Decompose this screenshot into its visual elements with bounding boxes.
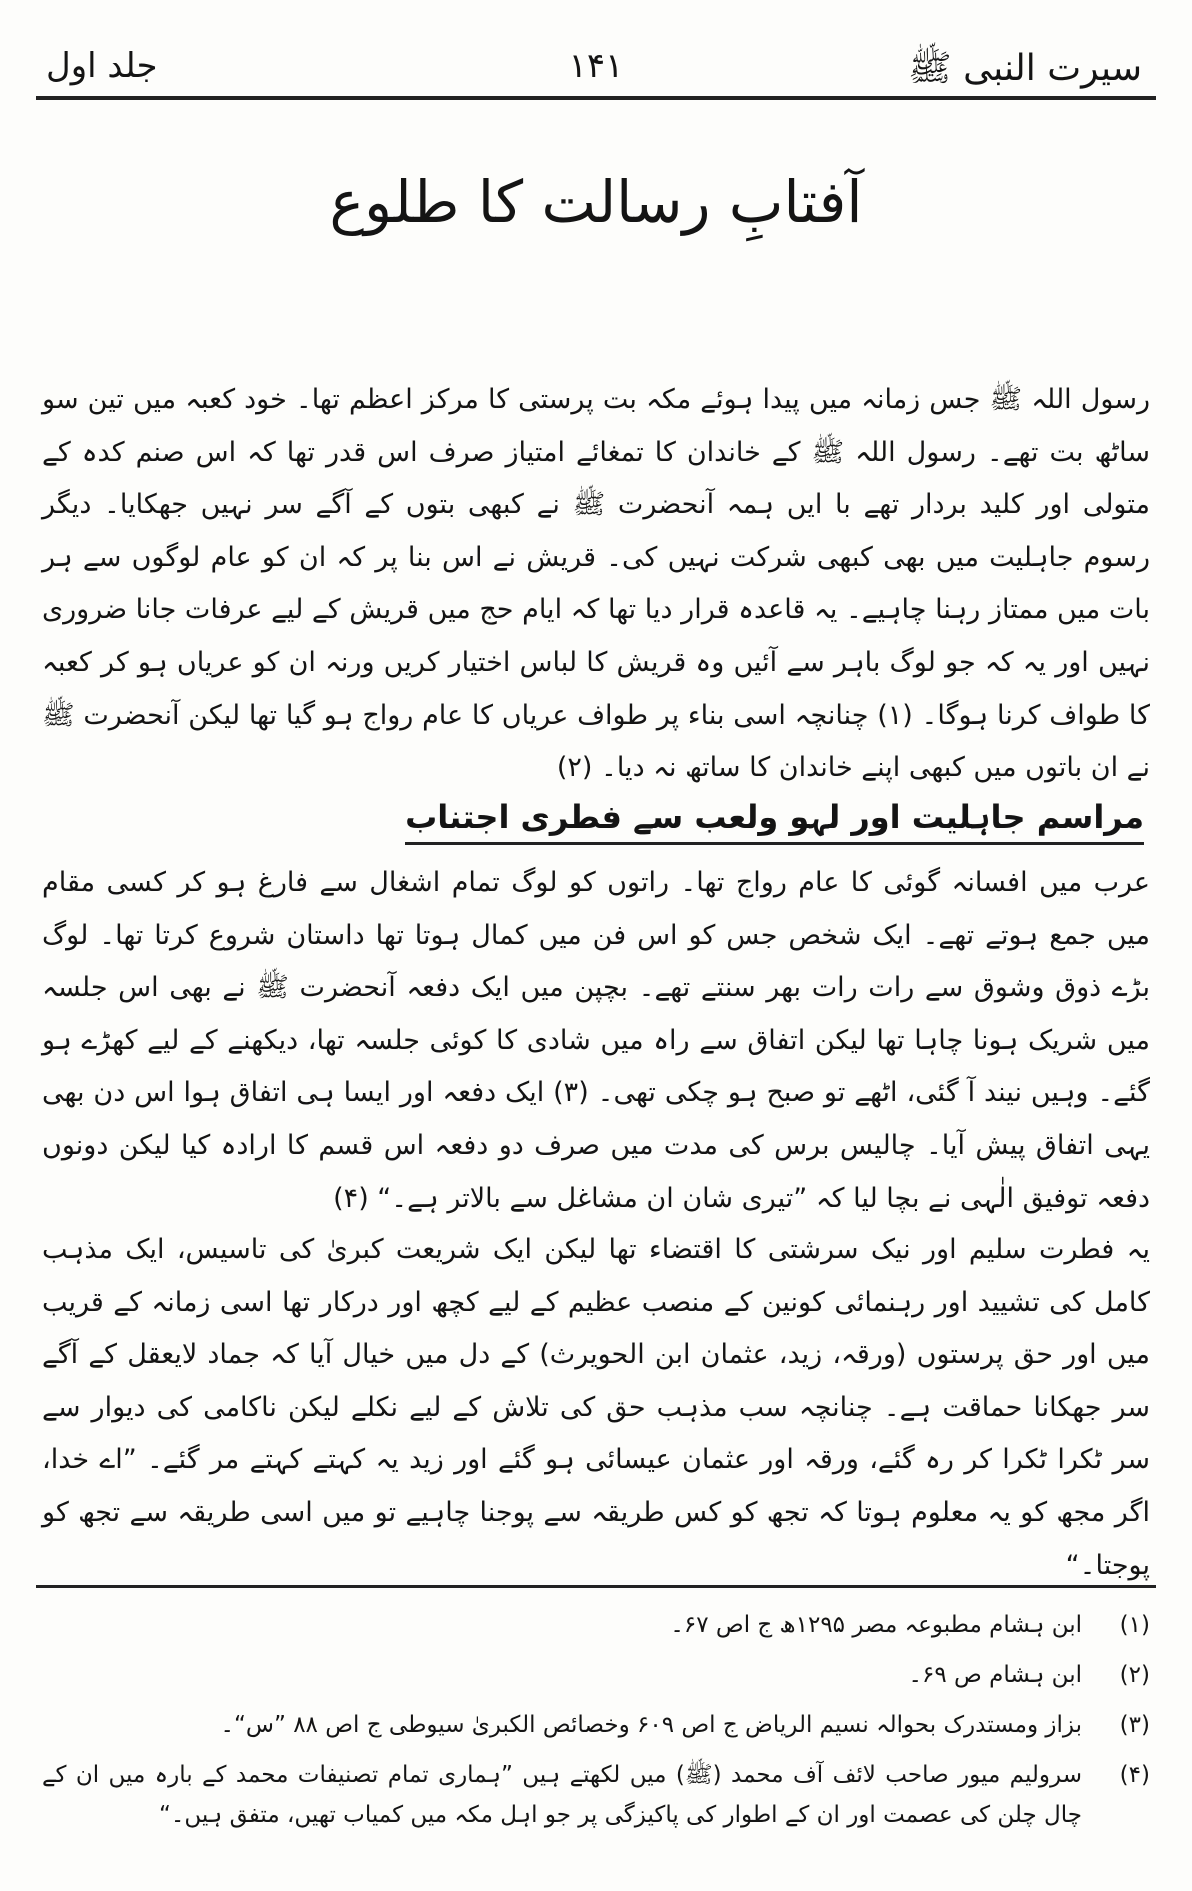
section-heading: مراسم جاہلیت اور لہو ولعب سے فطری اجتناب — [405, 798, 1144, 845]
footnotes — [42, 1605, 1150, 1845]
paragraph-2: عرب میں افسانہ گوئی کا عام رواج تھا۔ راتوں کو لوگ تمام اشغال سے فارغ ہو کر کسی مقام میں جمع ہوتے تھے۔ ایک شخص جس کو اس فن میں کمال ہوتا تھا داستان شروع کرتا تھا۔ لوگ بڑے ذوق وشوق سے رات رات بھر سنتے تھے۔ بچپن میں ایک دفعہ آنحضرت ﷺ نے بھی اس جلسہ میں شریک ہونا چاہا تھا لیکن اتفاق سے راہ میں شادی کا کوئی جلسہ تھا، دیکھنے کے لیے کھڑے ہو گئے۔ وہیں نیند آ گئی، اٹھے تو صبح ہو چکی تھی۔ (۳) ایک دفعہ اور ایسا ہی اتفاق ہوا اس دن بھی یہی اتفاق پیش آیا۔ چالیس برس کی مدت میں صرف دو دفعہ اس قسم کا ارادہ کیا لیکن دونوں دفعہ توفیق الٰہی نے بچا لیا کہ ”تیری شان ان مشاغل سے بالاتر ہے۔“ (۴) — [42, 867, 1150, 1214]
footnote — [42, 1755, 1150, 1835]
footnote-number: (۴) — [1119, 1762, 1150, 1788]
page-number: ۱۴۱ — [568, 46, 624, 86]
header-rule — [36, 96, 1156, 100]
book-title: سیرت النبی ﷺ — [908, 48, 1142, 89]
chapter-title: آفتابِ رسالت کا طلوع — [329, 168, 863, 236]
footnote — [42, 1605, 1150, 1645]
volume-label: جلد اول — [46, 46, 158, 86]
footnote-number: (۱) — [1119, 1612, 1150, 1638]
footnote-text: ابن ہشام مطبوعہ مصر ۱۲۹۵ھ ج اص ۶۷۔ — [670, 1612, 1082, 1638]
page-header — [36, 28, 1156, 100]
footnote-rule — [36, 1585, 1156, 1588]
footnote-text: ابن ہشام ص ۶۹۔ — [908, 1662, 1082, 1688]
paragraph-1: رسول اللہ ﷺ جس زمانہ میں پیدا ہوئے مکہ بت پرستی کا مرکز اعظم تھا۔ خود کعبہ میں تین سو ساٹھ بت تھے۔ رسول اللہ ﷺ کے خاندان کا تمغائے امتیاز صرف اس قدر تھا کہ اس صنم کدہ کے متولی اور کلید بردار تھے با ایں ہمہ آنحضرت ﷺ نے کبھی بتوں کے آگے سر نہیں جھکایا۔ دیگر رسوم جاہلیت میں بھی کبھی شرکت نہیں کی۔ قریش نے اس بنا پر کہ ان کو عام لوگوں سے ہر بات میں ممتاز رہنا چاہیے۔ یہ قاعدہ قرار دیا تھا کہ ایام حج میں قریش کے لیے عرفات جانا ضروری نہیں اور یہ کہ جو لوگ باہر سے آئیں وہ قریش کا لباس اختیار کریں ورنہ ان کو عریاں ہو کر کعبہ کا طواف کرنا ہوگا۔ (۱) چنانچہ اسی بناء پر طواف عریاں کا عام رواج ہو گیا تھا لیکن آنحضرت ﷺ نے ان باتوں میں کبھی اپنے خاندان کا ساتھ نہ دیا۔ (۲) — [42, 384, 1150, 784]
footnote — [42, 1705, 1150, 1745]
footnote — [42, 1655, 1150, 1695]
paragraph-3: یہ فطرت سلیم اور نیک سرشتی کا اقتضاء تھا لیکن ایک شریعت کبریٰ کی تاسیس، ایک مذہب کامل کی تشیید اور رہنمائی کونین کے منصب عظیم کے لیے کچھ اور درکار تھا اسی زمانہ کے قریب میں اور حق پرستوں (ورقہ، زید، عثمان ابن الحویرث) کے دل میں خیال آیا کہ جماد لایعقل کے آگے سر جھکانا حماقت ہے۔ چنانچہ سب مذہب حق کی تلاش کے لیے نکلے لیکن ناکامی کی دیوار سے سر ٹکرا ٹکرا کر رہ گئے، ورقہ اور عثمان عیسائی ہو گئے اور زید یہ کہتے کہتے مر گئے۔ ”اے خدا، اگر مجھ کو یہ معلوم ہوتا کہ تجھ کو کس طریقہ سے پوجنا چاہیے تو میں اسی طریقہ سے تجھ کو پوجتا۔“ — [42, 1234, 1150, 1581]
footnote-number: (۳) — [1119, 1712, 1150, 1738]
footnote-number: (۲) — [1119, 1662, 1150, 1688]
footnote-text: سرولیم میور صاحب لائف آف محمد (ﷺ) میں لکھتے ہیں ”ہماری تمام تصنیفات محمد کے بارہ میں ان کے چال چلن کی عصمت اور ان کے اطوار کی پاکیزگی پر جو اہل مکہ میں کمیاب تھیں، متفق ہیں۔“ — [42, 1762, 1082, 1828]
footnote-text: بزاز ومستدرک بحوالہ نسیم الریاض ج اص ۶۰۹ وخصائص الکبریٰ سیوطی ج اص ۸۸ ”س“۔ — [220, 1712, 1082, 1738]
